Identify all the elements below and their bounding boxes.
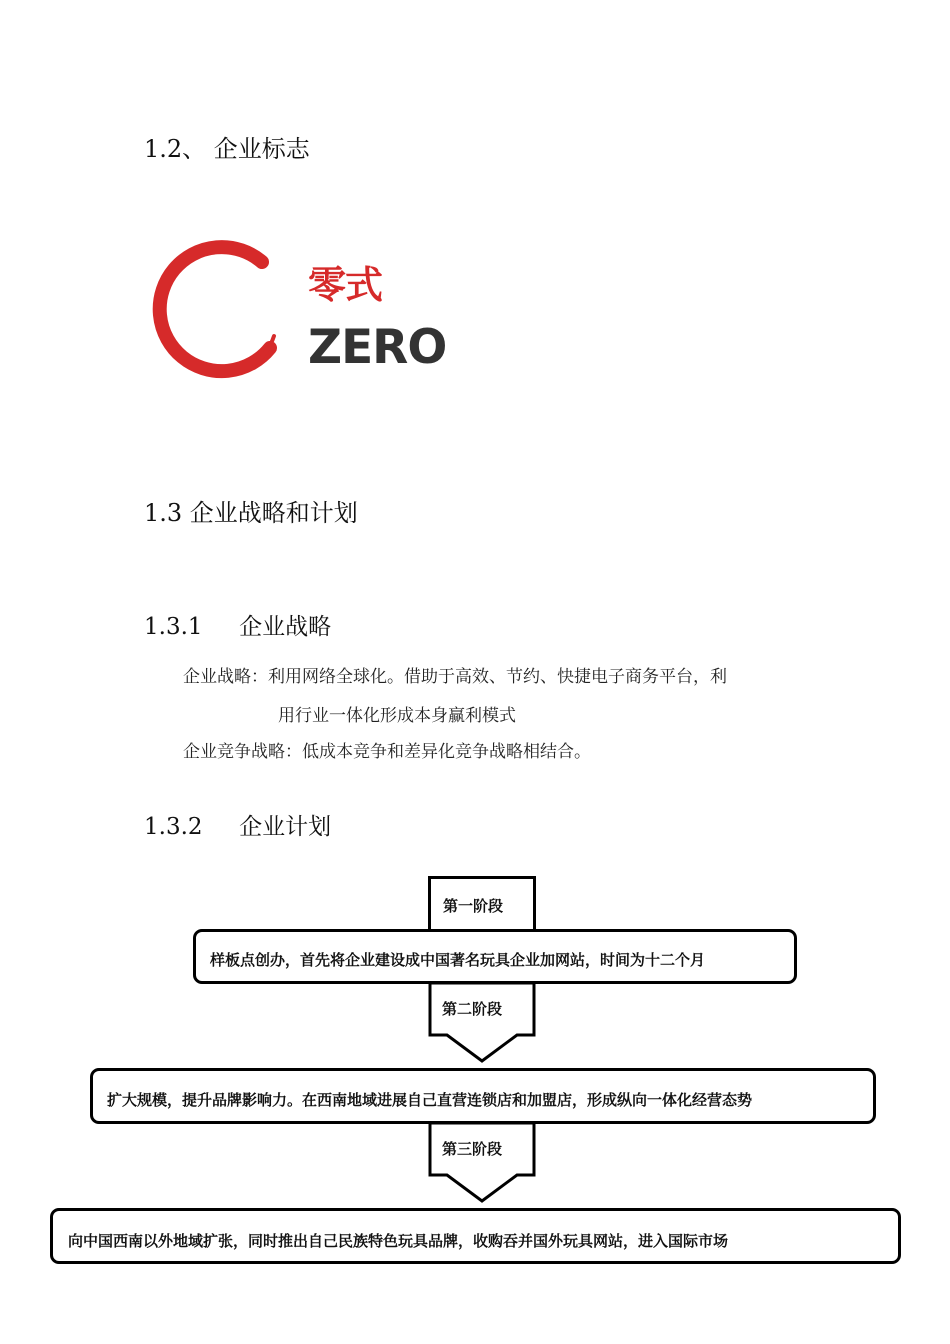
- subsection-title: 企业战略: [239, 614, 332, 640]
- stage-2-text-box: [90, 1068, 876, 1124]
- subsection-title: 企业计划: [239, 814, 332, 840]
- stage-3-text: 向中国西南以外地域扩张，同时推出自己民族特色玩具品牌，收购吞并国外玩具网站，进入国际市场: [68, 1232, 729, 1250]
- logo-chinese-name: 零式: [308, 263, 383, 307]
- stage-3-text-box: [50, 1208, 901, 1264]
- subsection-number: 1.3.1: [144, 614, 203, 640]
- logo-english-name: ZERO: [308, 320, 447, 375]
- strategy-paragraph-line-1: 企业战略：利用网络全球化。借助于高效、节约、快捷电子商务平台，利: [183, 667, 727, 687]
- stage-1-text-box: [193, 929, 797, 984]
- stage-2-text: 扩大规模，提升品牌影响力。在西南地域进展自己直营连锁店和加盟店，形成纵向一体化经营态势: [107, 1091, 753, 1109]
- subsection-number: 1.3.2: [144, 814, 203, 840]
- section-heading-strategy: 1.3 企业战略和计划: [144, 499, 358, 527]
- stage-3-label: 第三阶段: [442, 1140, 503, 1158]
- stage-2-arrow-icon: [421, 981, 543, 1066]
- stage-3-arrow-icon: [421, 1121, 543, 1206]
- stage-2-label: 第二阶段: [442, 1000, 503, 1018]
- strategy-paragraph-line-2: 用行业一体化形成本身赢利模式: [278, 706, 516, 726]
- competition-strategy-line: 企业竞争战略：低成本竞争和差异化竞争战略相结合。: [183, 742, 591, 762]
- stage-1-label: 第一阶段: [443, 897, 504, 915]
- section-heading-logo: 1.2、 企业标志: [144, 135, 310, 163]
- stage-1-text: 样板点创办，首先将企业建设成中国著名玩具企业加网站，时间为十二个月: [210, 951, 706, 969]
- stage-1-label-box: [428, 876, 536, 935]
